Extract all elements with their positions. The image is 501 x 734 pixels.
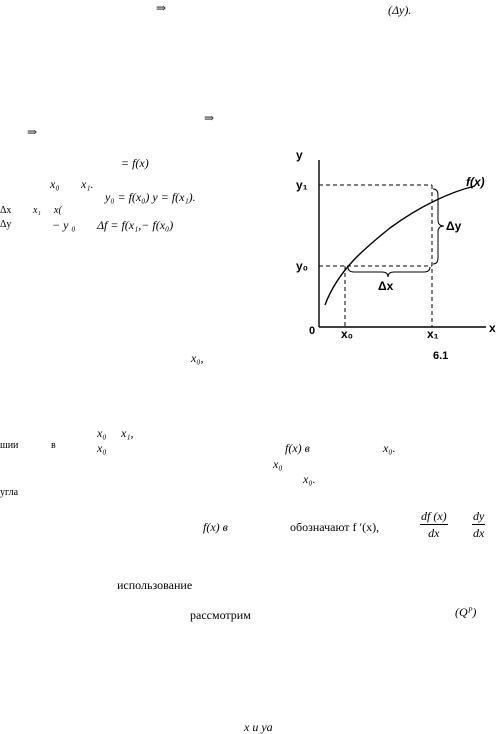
consider-text: рассмотрим: [190, 608, 251, 622]
x0-label: x₀: [341, 327, 354, 341]
fx-in-text: f(x) в: [203, 520, 228, 534]
y0-label: y₀: [296, 259, 309, 273]
x0-symbol: x₀,: [191, 351, 204, 365]
implies-symbol: ⇒: [156, 1, 167, 15]
origin-label: 0: [309, 325, 316, 337]
x0-symbol: x₀.: [303, 472, 316, 486]
x-axis-label: x: [489, 321, 496, 335]
usage-text: использование: [117, 578, 193, 592]
delta-y-label: Δy: [0, 219, 12, 230]
implies-symbol: ⇒: [204, 111, 215, 125]
function-curve: [325, 186, 475, 305]
function-text: = f(x): [121, 156, 149, 170]
x0-symbol: x₀.: [383, 441, 396, 455]
figure-caption: 6.1: [433, 350, 449, 362]
truncated-word: угла: [0, 487, 19, 498]
x1-symbol: x₁: [33, 205, 41, 216]
x-symbol: x(: [54, 205, 62, 216]
minus-y0-text: − y ₀: [52, 218, 76, 232]
delta-y-label: Δy: [446, 219, 462, 233]
curve-label: f(x): [466, 175, 485, 189]
notation-text: обозначают f ′(x),: [290, 520, 380, 534]
x0-symbol: x₀: [97, 426, 107, 440]
y1-label: y₁: [296, 178, 308, 192]
y-values-text: y₀ = f(x₀) y = f(x₁).: [105, 190, 196, 204]
x0-symbol: x₀: [97, 441, 107, 455]
fraction-numerator: dy: [473, 509, 485, 523]
derivative-fraction: [472, 510, 485, 539]
derivative-figure: [290, 140, 501, 372]
fraction-denominator: dx: [473, 526, 485, 540]
delta-f-expression: Δf = f(x₁,− f(x₀): [97, 218, 174, 232]
delta-x-brace: [348, 267, 430, 277]
derivative-fraction: [420, 510, 448, 539]
fx-in-text: f(x) в: [285, 441, 310, 455]
x-and-y-text: x и yа: [244, 720, 273, 734]
x0-symbol: x₀: [50, 177, 60, 191]
x1-symbol: x₁,: [121, 426, 134, 440]
q-symbol: (Qᴾ): [455, 605, 477, 619]
delta-x-label: Δx: [0, 205, 12, 216]
x1-symbol: x₁.: [81, 177, 94, 191]
delta-y-text: (Δy).: [388, 3, 412, 17]
fraction-numerator: df (x): [421, 509, 447, 523]
implies-symbol: ⇒: [27, 125, 38, 139]
fraction-denominator: dx: [428, 526, 440, 540]
y-axis-label: y: [296, 148, 303, 162]
x1-label: x₁: [427, 327, 439, 341]
delta-x-label: Δx: [378, 279, 394, 293]
truncated-word: шии: [0, 440, 19, 451]
preposition-text: в: [51, 440, 56, 451]
x0-symbol: x₀: [273, 457, 283, 471]
